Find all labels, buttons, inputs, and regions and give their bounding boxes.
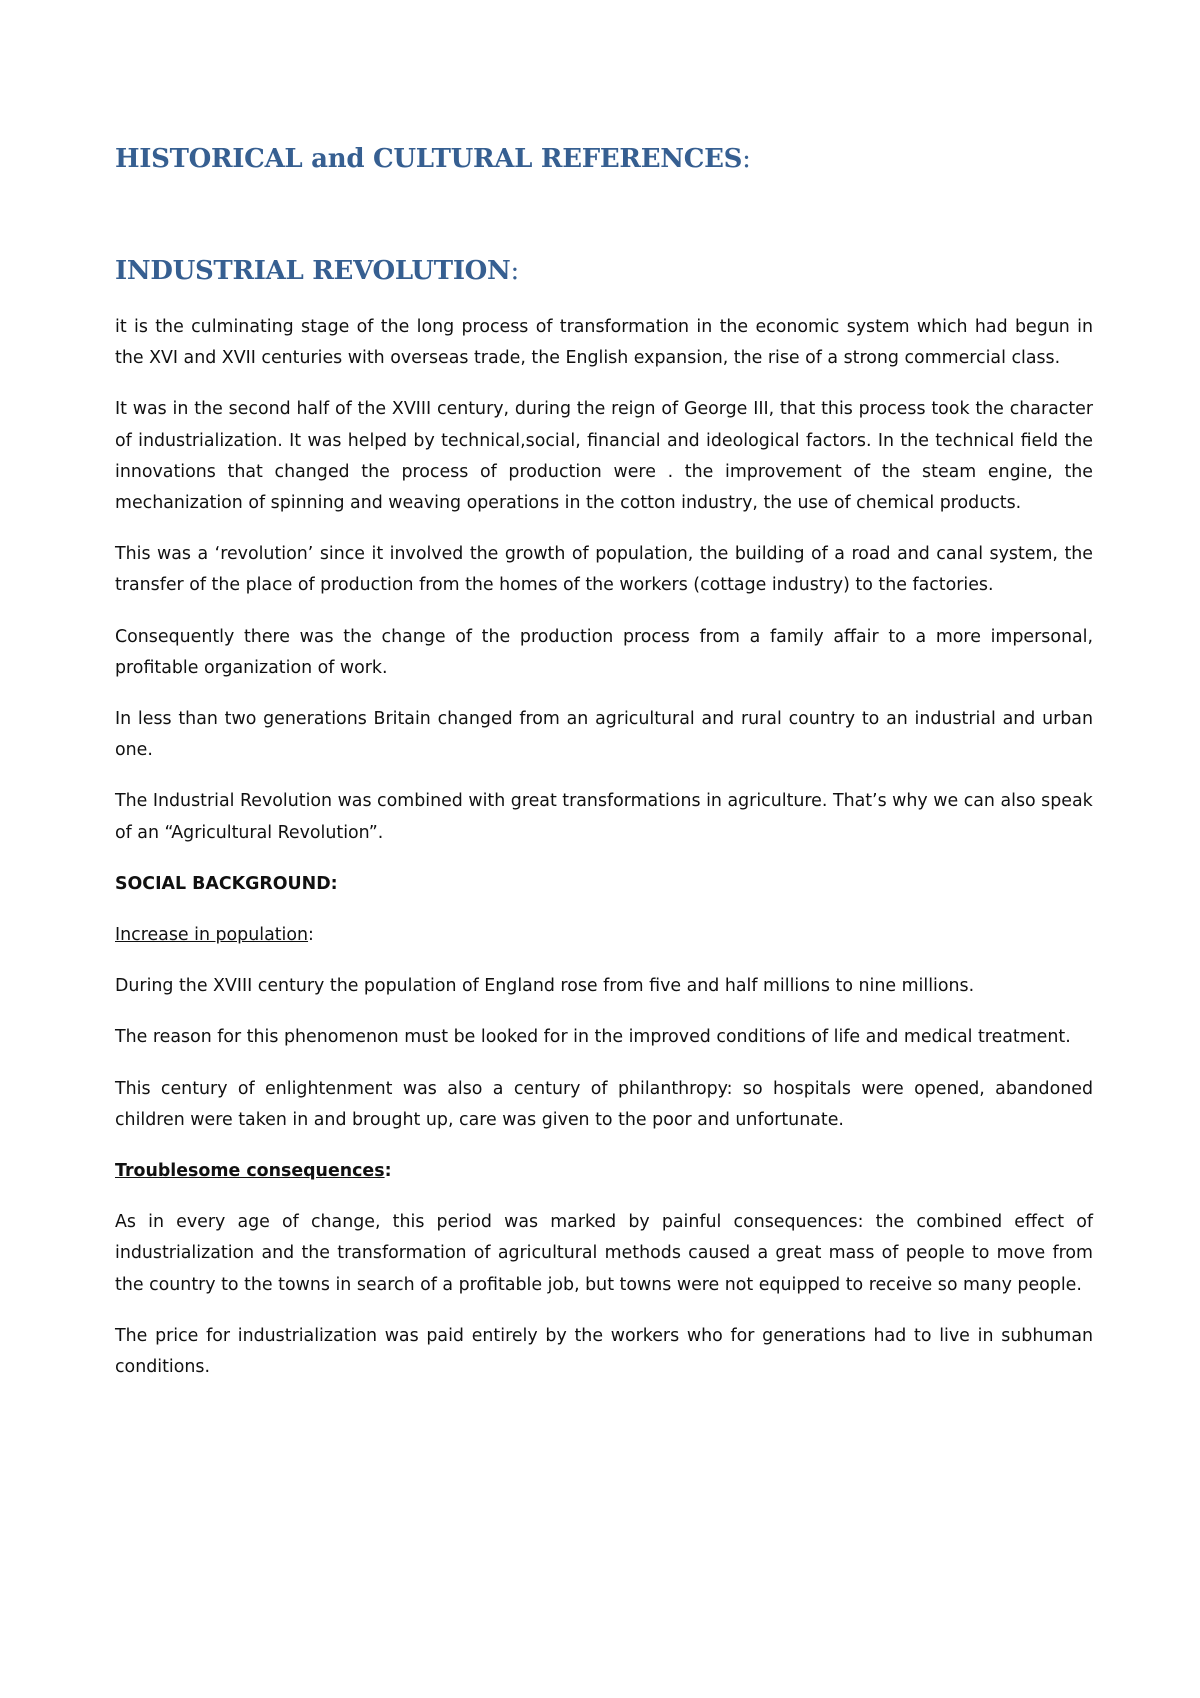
paragraph-consequences-2: The price for industrialization was paid entirely by the workers who for generations had to live in subhuman conditions.	[115, 1325, 1093, 1378]
paragraph-intro-3: This was a ‘revolution’ since it involved the growth of population, the building of a road and canal system, the transfer of the place of production from the homes of the workers (cottage industry) to the factories.	[115, 544, 1093, 596]
section-heading-colon: :	[510, 256, 519, 286]
increase-population-title: Increase in population	[115, 925, 309, 946]
main-heading	[115, 144, 751, 174]
paragraph-population-2: The reason for this phenomenon must be looked for in the improved conditions of life and medical treatment.	[115, 1027, 1071, 1048]
paragraph-intro-5: In less than two generations Britain changed from an agricultural and rural country to an industrial and urban one.	[115, 709, 1093, 761]
section-heading-industrial-revolution	[115, 256, 519, 286]
paragraph-intro-4: Consequently there was the change of the production process from a family affair to a more impersonal, profitable organization of work.	[115, 626, 1093, 678]
increase-population-heading	[115, 920, 1093, 951]
paragraph-population-3: This century of enlightenment was also a century of philanthropy: so hospitals were opened, abandoned children were taken in and brought up, care was given to the poor and unfortunate.	[115, 1078, 1093, 1130]
paragraph-intro-1: it is the culminating stage of the long process of transformation in the economic system which had begun in the XVI and XVII centuries with overseas trade, the English expansion, the rise of a strong commercial class.	[115, 317, 1093, 369]
troublesome-heading	[115, 1156, 1093, 1187]
troublesome-title: Troublesome consequences	[115, 1161, 385, 1182]
troublesome-colon: :	[384, 1161, 392, 1182]
paragraph-intro-2: It was in the second half of the XVIII century, during the reign of George III, that this process took the character of industrialization. It was helped by technical,social, financial and ideological factors. In the technical field the innovations that changed the process of production were . the improvement of the steam engine, the mechanization of spinning and weaving operations in the cotton industry, the use of chemical products.	[115, 399, 1093, 514]
social-background-title: SOCIAL BACKGROUND:	[115, 873, 338, 894]
increase-population-colon: :	[308, 925, 314, 946]
paragraph-population-1: During the XVIII century the population of England rose from five and half millions to nine millions.	[115, 976, 975, 997]
section-heading-text: INDUSTRIAL REVOLUTION	[115, 256, 511, 286]
document-body	[115, 312, 1093, 1403]
main-heading-text: HISTORICAL and CULTURAL REFERENCES	[115, 144, 743, 174]
paragraph-consequences-1: As in every age of change, this period was marked by painful consequences: the combined effect of industrialization and the transformation of agricultural methods caused a great mass of people to move from the country to the towns in search of a profitable job, but towns were not equipped to receive so many people.	[115, 1212, 1093, 1295]
paragraph-intro-6: The Industrial Revolution was combined with great transformations in agriculture. That’s why we can also speak of an “Agricultural Revolution”.	[115, 791, 1093, 843]
main-heading-colon: :	[742, 144, 751, 174]
